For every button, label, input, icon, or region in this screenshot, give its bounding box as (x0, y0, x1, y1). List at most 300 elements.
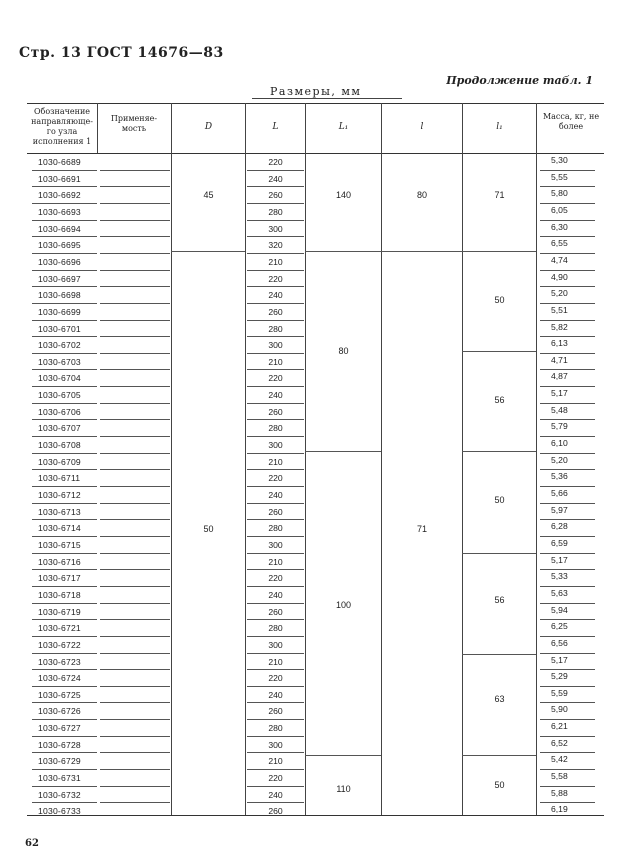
cell-L: 240 (268, 689, 283, 700)
cell-l1: 63 (494, 694, 505, 704)
row-rule (540, 469, 595, 470)
group-separator (462, 553, 536, 554)
designation-code: 1030-6692 (38, 190, 81, 201)
cell-L: 320 (268, 240, 283, 251)
row-rule (247, 752, 304, 753)
col-header-l1: l₁ (496, 122, 503, 132)
row-rule (32, 603, 97, 604)
cell-L: 280 (268, 623, 283, 634)
row-rule (100, 686, 170, 687)
cell-mass: 6,21 (551, 721, 568, 732)
row-rule (32, 669, 97, 670)
row-rule (540, 686, 595, 687)
row-rule (100, 419, 170, 420)
row-rule (100, 519, 170, 520)
designation-code: 1030-6721 (38, 623, 81, 634)
row-rule (32, 270, 97, 271)
cell-L: 260 (268, 706, 283, 717)
designation-code: 1030-6689 (38, 157, 81, 167)
cell-mass: 5,20 (551, 288, 568, 299)
cell-l1: 71 (494, 190, 505, 200)
cell-L: 260 (268, 406, 283, 417)
row-rule (540, 536, 595, 537)
row-rule (32, 436, 97, 437)
row-rule (540, 769, 595, 770)
row-rule (100, 586, 170, 587)
cell-L: 280 (268, 323, 283, 334)
row-rule (540, 619, 595, 620)
cell-L: 210 (268, 256, 283, 267)
row-rule (32, 453, 97, 454)
designation-code: 1030-6718 (38, 589, 81, 600)
row-rule (32, 369, 97, 370)
page-number: 62 (25, 838, 39, 849)
row-rule (100, 403, 170, 404)
row-rule (247, 569, 304, 570)
cell-D: 45 (203, 190, 214, 200)
row-rule (100, 669, 170, 670)
row-rule (247, 186, 304, 187)
cell-mass: 5,48 (551, 404, 568, 415)
row-rule (247, 270, 304, 271)
row-rule (247, 419, 304, 420)
row-rule (100, 236, 170, 237)
cell-mass: 6,19 (551, 804, 568, 815)
designation-code: 1030-6691 (38, 173, 81, 184)
cell-mass: 5,33 (551, 571, 568, 582)
row-rule (247, 619, 304, 620)
row-rule (540, 320, 595, 321)
row-rule (540, 403, 595, 404)
col-header-mass: Масса, кг, не более (542, 112, 600, 131)
row-rule (540, 736, 595, 737)
row-rule (540, 419, 595, 420)
col-divider (462, 103, 463, 815)
row-rule (100, 786, 170, 787)
cell-mass: 5,36 (551, 471, 568, 482)
row-rule (247, 369, 304, 370)
row-rule (540, 369, 595, 370)
cell-mass: 5,97 (551, 504, 568, 515)
row-rule (32, 802, 97, 803)
group-separator (462, 451, 536, 452)
row-rule (100, 303, 170, 304)
row-rule (540, 303, 595, 304)
designation-code: 1030-6717 (38, 573, 81, 584)
designation-code: 1030-6723 (38, 656, 81, 667)
designation-code: 1030-6732 (38, 789, 81, 800)
cell-L: 210 (268, 456, 283, 467)
row-rule (32, 519, 97, 520)
row-rule (540, 702, 595, 703)
cell-mass: 6,56 (551, 637, 568, 648)
row-rule (247, 503, 304, 504)
row-rule (32, 736, 97, 737)
designation-code: 1030-6733 (38, 806, 81, 817)
row-rule (247, 403, 304, 404)
cell-mass: 5,51 (551, 304, 568, 315)
cell-l1: 56 (494, 395, 505, 405)
table-top-border (27, 103, 604, 104)
cell-mass: 6,13 (551, 338, 568, 349)
col-header-application: Применяе-мость (110, 114, 158, 133)
row-rule (540, 436, 595, 437)
row-rule (540, 752, 595, 753)
row-rule (32, 702, 97, 703)
cell-L: 260 (268, 806, 283, 817)
row-rule (100, 369, 170, 370)
cell-L: 210 (268, 356, 283, 367)
cell-mass: 5,80 (551, 188, 568, 199)
cell-L: 240 (268, 173, 283, 184)
row-rule (100, 336, 170, 337)
row-rule (32, 619, 97, 620)
cell-mass: 5,90 (551, 704, 568, 715)
designation-code: 1030-6709 (38, 456, 81, 467)
dimensions-caption: Размеры, мм (270, 85, 362, 98)
group-separator (305, 451, 381, 452)
group-separator (305, 251, 462, 252)
cell-mass: 5,94 (551, 604, 568, 615)
page-header: Стр. 13 ГОСТ 14676—83 (19, 45, 224, 61)
row-rule (247, 519, 304, 520)
row-rule (247, 802, 304, 803)
row-rule (100, 503, 170, 504)
cell-mass: 5,79 (551, 421, 568, 432)
cell-L: 210 (268, 556, 283, 567)
row-rule (247, 336, 304, 337)
col-divider (171, 103, 172, 815)
cell-mass: 6,52 (551, 737, 568, 748)
cell-mass: 4,71 (551, 354, 568, 365)
row-rule (100, 702, 170, 703)
cell-mass: 6,28 (551, 521, 568, 532)
row-rule (100, 653, 170, 654)
col-header-L: L (272, 122, 279, 132)
row-rule (32, 636, 97, 637)
cell-L: 220 (268, 157, 283, 167)
row-rule (32, 253, 97, 254)
group-separator (462, 251, 536, 252)
row-rule (100, 286, 170, 287)
row-rule (247, 303, 304, 304)
cell-mass: 4,87 (551, 371, 568, 382)
group-separator (462, 755, 536, 756)
cell-mass: 4,90 (551, 271, 568, 282)
row-rule (540, 336, 595, 337)
cell-L: 300 (268, 739, 283, 750)
row-rule (100, 270, 170, 271)
row-rule (247, 769, 304, 770)
cell-L: 220 (268, 573, 283, 584)
designation-code: 1030-6711 (38, 473, 81, 484)
row-rule (540, 220, 595, 221)
row-rule (540, 553, 595, 554)
row-rule (32, 486, 97, 487)
row-rule (32, 586, 97, 587)
row-rule (540, 386, 595, 387)
row-rule (540, 519, 595, 520)
row-rule (247, 436, 304, 437)
row-rule (32, 186, 97, 187)
cell-L1: 110 (336, 784, 351, 794)
row-rule (540, 503, 595, 504)
row-rule (100, 553, 170, 554)
row-rule (247, 253, 304, 254)
row-rule (32, 769, 97, 770)
row-rule (247, 553, 304, 554)
row-rule (540, 253, 595, 254)
row-rule (32, 203, 97, 204)
row-rule (32, 336, 97, 337)
cell-mass: 5,17 (551, 654, 568, 665)
row-rule (100, 469, 170, 470)
row-rule (247, 719, 304, 720)
cell-mass: 5,17 (551, 388, 568, 399)
cell-L: 260 (268, 190, 283, 201)
designation-code: 1030-6708 (38, 440, 81, 451)
row-rule (540, 569, 595, 570)
designation-code: 1030-6726 (38, 706, 81, 717)
cell-L: 210 (268, 656, 283, 667)
row-rule (100, 353, 170, 354)
cell-L: 260 (268, 506, 283, 517)
cell-mass: 5,17 (551, 554, 568, 565)
row-rule (32, 220, 97, 221)
row-rule (100, 719, 170, 720)
row-rule (100, 603, 170, 604)
row-rule (540, 353, 595, 354)
row-rule (100, 220, 170, 221)
cell-L1: 100 (335, 600, 352, 610)
col-header-L1: L₁ (338, 122, 349, 132)
designation-code: 1030-6714 (38, 523, 81, 534)
row-rule (32, 503, 97, 504)
row-rule (247, 320, 304, 321)
cell-mass: 6,55 (551, 238, 568, 249)
cell-L: 300 (268, 639, 283, 650)
row-rule (100, 203, 170, 204)
continuation-label: Продолжение табл. 1 (446, 74, 593, 87)
row-rule (100, 802, 170, 803)
row-rule (540, 236, 595, 237)
cell-L: 260 (268, 606, 283, 617)
row-rule (100, 536, 170, 537)
designation-code: 1030-6725 (38, 689, 81, 700)
designation-code: 1030-6713 (38, 506, 81, 517)
cell-L: 210 (268, 756, 283, 767)
designation-code: 1030-6719 (38, 606, 81, 617)
designation-code: 1030-6712 (38, 490, 81, 500)
row-rule (247, 786, 304, 787)
cell-mass: 5,82 (551, 321, 568, 332)
row-rule (247, 653, 304, 654)
row-rule (247, 586, 304, 587)
row-rule (247, 236, 304, 237)
row-rule (540, 586, 595, 587)
row-rule (32, 719, 97, 720)
col-divider (536, 103, 537, 815)
row-rule (247, 386, 304, 387)
group-separator (462, 351, 536, 352)
row-rule (247, 702, 304, 703)
row-rule (32, 469, 97, 470)
cell-mass: 5,29 (551, 671, 568, 682)
row-rule (247, 453, 304, 454)
designation-code: 1030-6722 (38, 639, 81, 650)
row-rule (540, 286, 595, 287)
cell-mass: 5,58 (551, 771, 568, 782)
col-header-D: D (204, 122, 213, 132)
cell-L: 220 (268, 373, 283, 384)
cell-L: 300 (268, 223, 283, 234)
cell-L: 220 (268, 773, 283, 784)
row-rule (100, 769, 170, 770)
row-rule (32, 536, 97, 537)
row-rule (100, 320, 170, 321)
row-rule (247, 220, 304, 221)
row-rule (32, 286, 97, 287)
row-rule (540, 786, 595, 787)
designation-code: 1030-6707 (38, 423, 81, 434)
designation-code: 1030-6698 (38, 290, 81, 301)
row-rule (247, 170, 304, 171)
row-rule (32, 752, 97, 753)
cell-L: 240 (268, 789, 283, 800)
row-rule (540, 669, 595, 670)
row-rule (540, 270, 595, 271)
group-separator (305, 755, 381, 756)
cell-mass: 5,63 (551, 587, 568, 598)
row-rule (540, 170, 595, 171)
cell-mass: 5,55 (551, 171, 568, 182)
designation-code: 1030-6727 (38, 723, 81, 734)
cell-mass: 5,30 (551, 155, 568, 165)
cell-L: 300 (268, 340, 283, 351)
row-rule (247, 536, 304, 537)
row-rule (32, 303, 97, 304)
cell-L: 280 (268, 723, 283, 734)
cell-L: 300 (268, 440, 283, 451)
cell-l1: 56 (494, 595, 505, 605)
designation-code: 1030-6728 (38, 739, 81, 750)
designation-code: 1030-6699 (38, 306, 81, 317)
cell-L: 280 (268, 423, 283, 434)
row-rule (540, 203, 595, 204)
col-divider (305, 103, 306, 815)
designation-code: 1030-6704 (38, 373, 81, 384)
row-rule (540, 186, 595, 187)
row-rule (32, 653, 97, 654)
col-header-designation: Обозначение направляюще-го узла исполнения 1 (31, 107, 93, 146)
row-rule (32, 353, 97, 354)
cell-L: 240 (268, 290, 283, 301)
cell-L: 220 (268, 473, 283, 484)
row-rule (32, 419, 97, 420)
designation-code: 1030-6724 (38, 673, 81, 684)
row-rule (100, 253, 170, 254)
col-divider (97, 103, 98, 153)
designation-code: 1030-6695 (38, 240, 81, 251)
designation-code: 1030-6693 (38, 206, 81, 217)
cell-mass: 5,42 (551, 754, 568, 765)
row-rule (247, 603, 304, 604)
row-rule (32, 236, 97, 237)
row-rule (100, 569, 170, 570)
row-rule (540, 719, 595, 720)
row-rule (540, 486, 595, 487)
cell-mass: 6,05 (551, 204, 568, 215)
row-rule (32, 386, 97, 387)
row-rule (540, 603, 595, 604)
cell-L: 240 (268, 490, 283, 500)
row-rule (32, 170, 97, 171)
cell-L: 260 (268, 306, 283, 317)
group-separator (462, 654, 536, 655)
cell-mass: 6,10 (551, 438, 568, 449)
designation-code: 1030-6731 (38, 773, 81, 784)
row-rule (540, 636, 595, 637)
cell-L: 240 (268, 589, 283, 600)
designation-code: 1030-6701 (38, 323, 81, 334)
cell-mass: 4,74 (551, 254, 568, 265)
row-rule (32, 320, 97, 321)
row-rule (100, 386, 170, 387)
row-rule (32, 786, 97, 787)
row-rule (32, 569, 97, 570)
group-separator (171, 251, 245, 252)
cell-L: 220 (268, 273, 283, 284)
row-rule (247, 286, 304, 287)
row-rule (247, 203, 304, 204)
designation-code: 1030-6703 (38, 356, 81, 367)
cell-L: 280 (268, 206, 283, 217)
cell-mass: 6,25 (551, 621, 568, 632)
row-rule (100, 170, 170, 171)
cell-L: 280 (268, 523, 283, 534)
row-rule (247, 353, 304, 354)
cell-l1: 50 (494, 495, 505, 505)
row-rule (100, 619, 170, 620)
designation-code: 1030-6716 (38, 556, 81, 567)
cell-mass: 6,30 (551, 221, 568, 232)
row-rule (100, 436, 170, 437)
row-rule (247, 686, 304, 687)
cell-mass: 5,20 (551, 454, 568, 465)
cell-l1: 50 (494, 295, 505, 305)
row-rule (100, 636, 170, 637)
cell-l: 71 (416, 524, 427, 534)
row-rule (540, 802, 595, 803)
cell-D: 50 (203, 524, 214, 534)
cell-mass: 5,66 (551, 488, 568, 498)
cell-L1: 80 (338, 346, 349, 356)
cell-l: 80 (416, 190, 427, 200)
row-rule (100, 736, 170, 737)
designation-code: 1030-6697 (38, 273, 81, 284)
row-rule (247, 486, 304, 487)
designation-code: 1030-6694 (38, 223, 81, 234)
cell-mass: 5,59 (551, 687, 568, 698)
cell-mass: 5,88 (551, 787, 568, 798)
row-rule (247, 736, 304, 737)
designation-code: 1030-6729 (38, 756, 81, 767)
row-rule (100, 453, 170, 454)
col-header-l: l (420, 122, 424, 132)
row-rule (540, 453, 595, 454)
designation-code: 1030-6715 (38, 539, 81, 550)
row-rule (100, 486, 170, 487)
